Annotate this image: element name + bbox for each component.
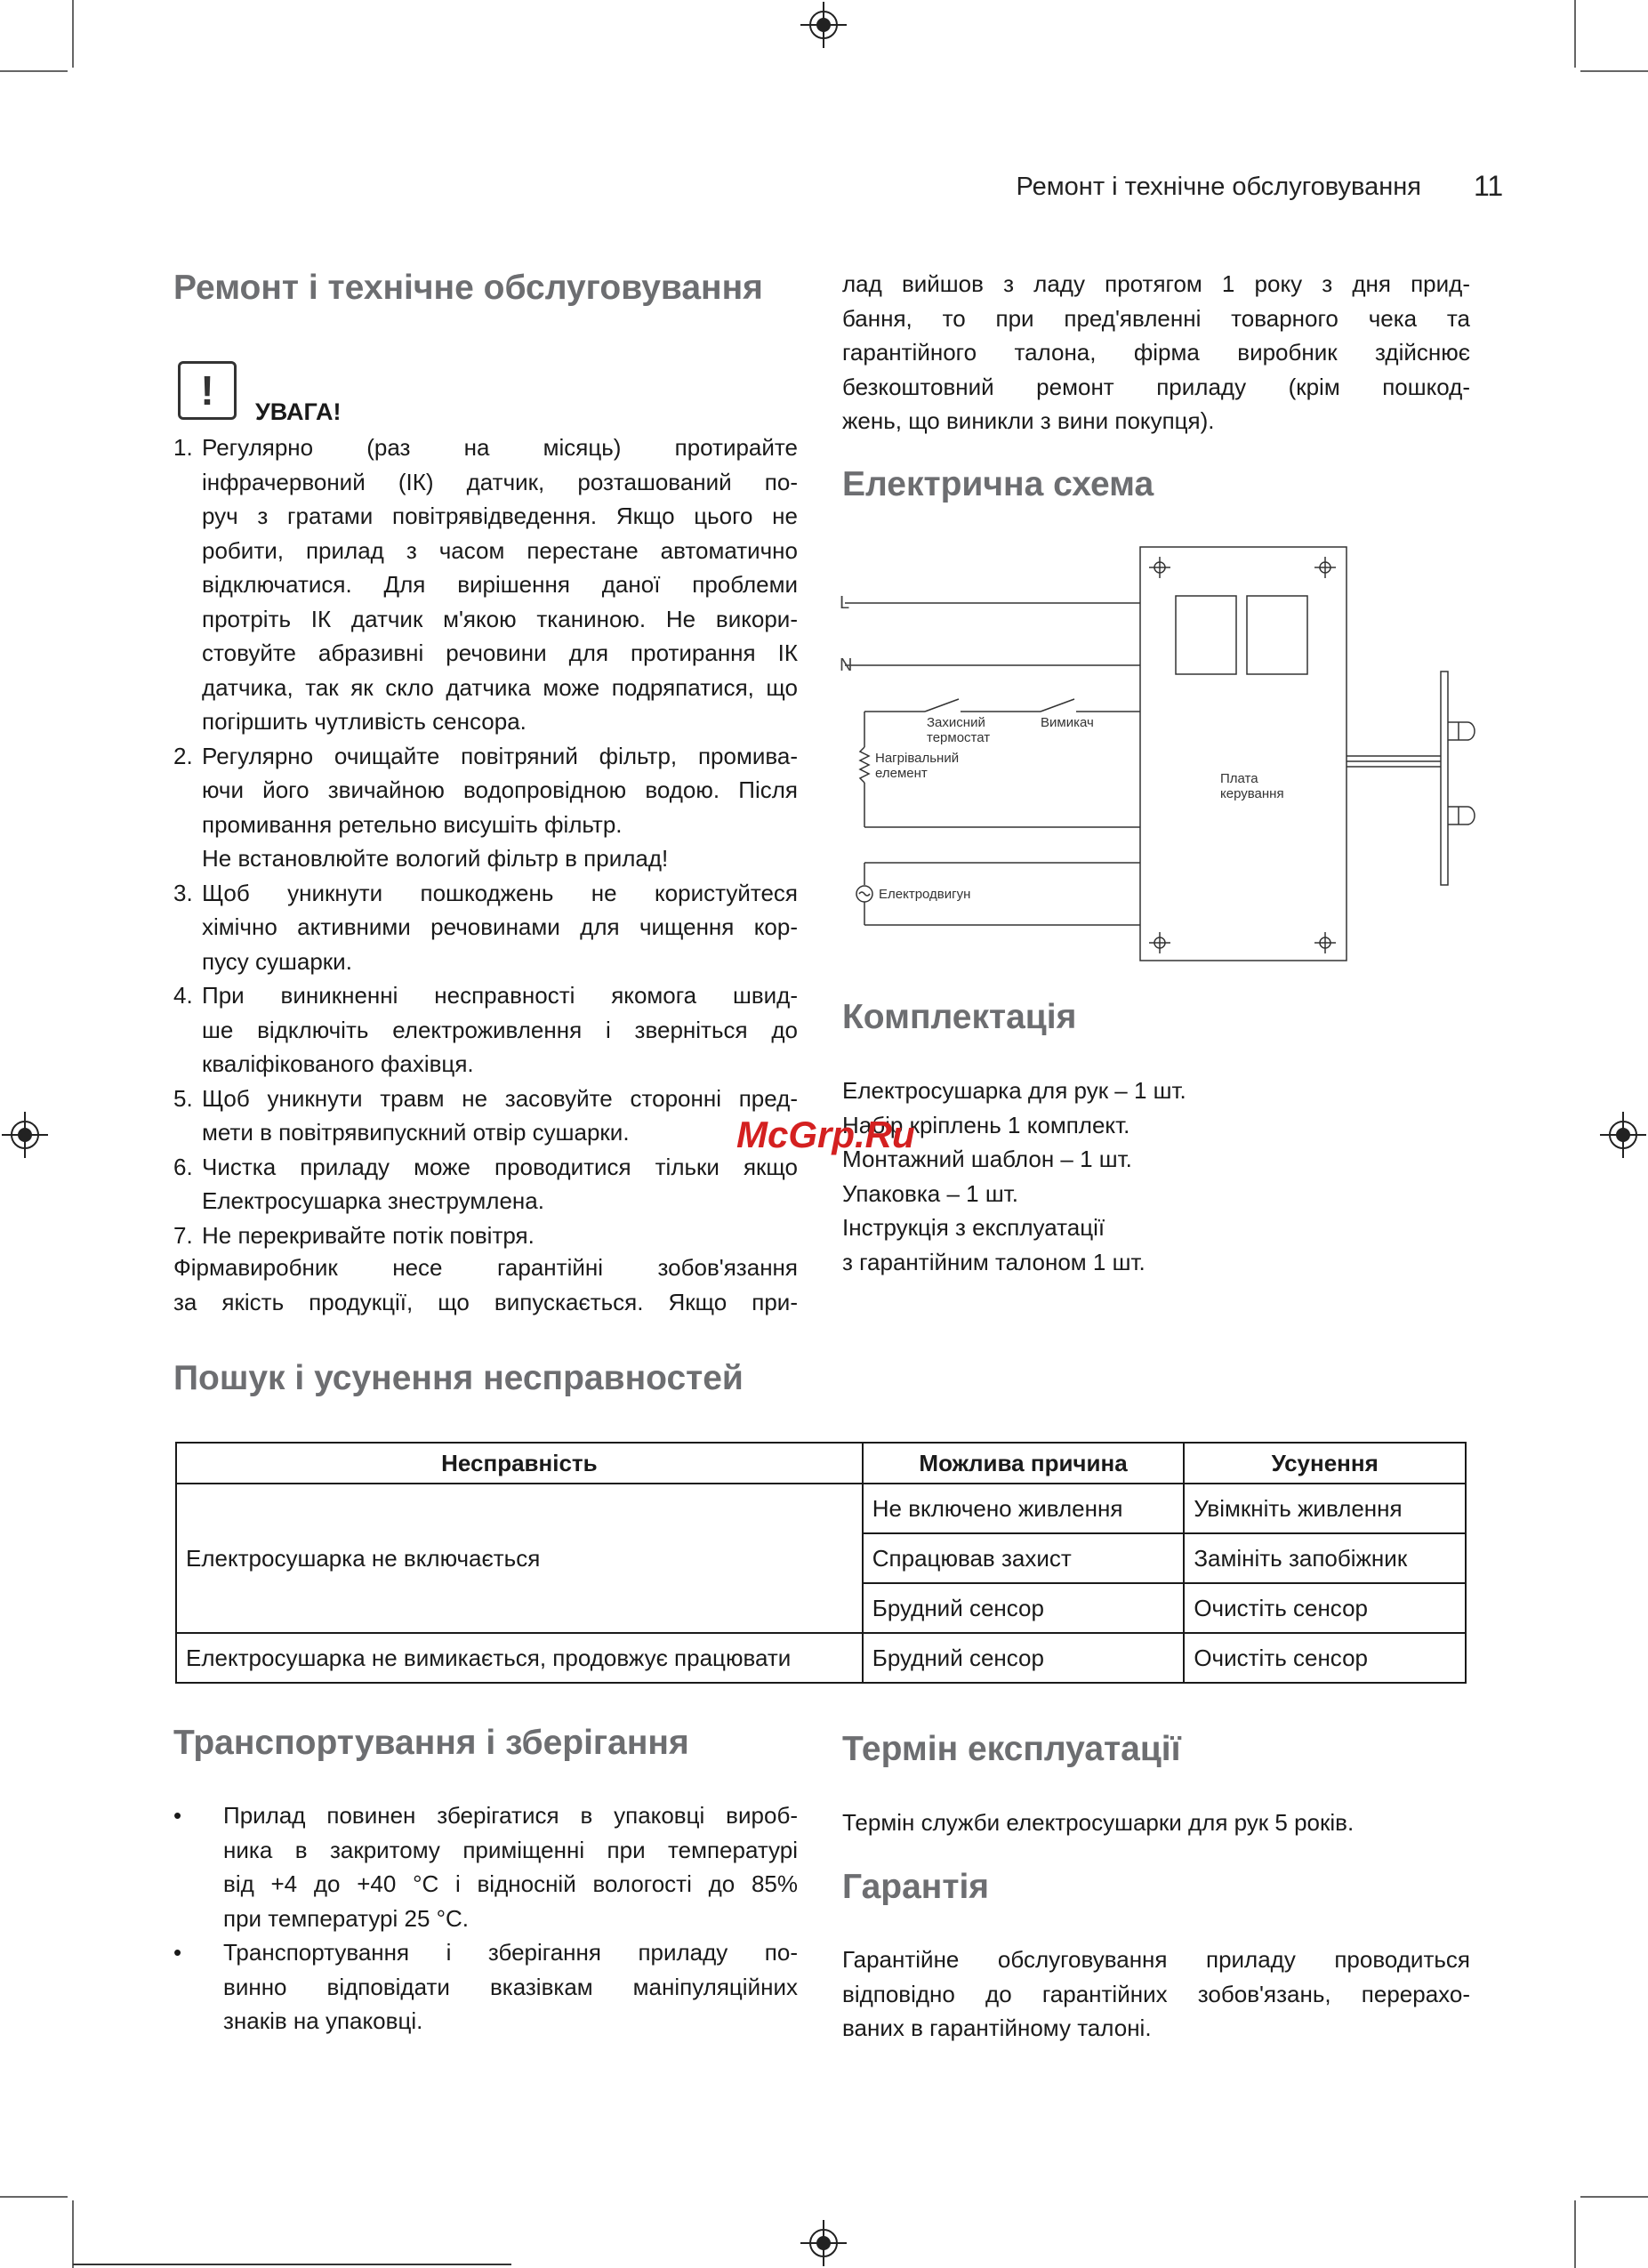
registration-mark-left [2,1112,48,1158]
text-line: ше відключіть електроживлення і зверніться до [202,1016,798,1043]
text-line: мети в повітрявипускний отвір сушарки. [202,1119,630,1146]
table-row [176,1484,1466,1533]
repair-heading: Ремонт і технічне обслуговування [173,269,763,307]
text-line: Не перекривайте потік повітря. [202,1221,535,1249]
list-number: 4. [173,982,193,1009]
text-line: Гарантійне обслуговування приладу проводиться [842,1946,1470,1973]
text-line: бання, то при пред'явленні товарного чека та [842,304,1470,332]
list-number: 2. [173,742,193,769]
table-row [176,1633,1466,1683]
list-number: 5. [173,1084,193,1112]
running-header-title: Ремонт і технічне обслуговування [1016,173,1421,201]
guarantee-text [842,1942,1470,2046]
service-life-heading: Термін експлуатації [842,1730,1181,1768]
bullet-icon: • [173,1939,182,1966]
sensor-led-2 [1448,807,1475,824]
relay-2 [1247,596,1307,674]
text-line: стовуйте абразивні речовини для протирання ІК [202,639,798,666]
text-line: ника в закритому приміщенні при температурі [223,1836,798,1863]
label-N: N [840,655,853,675]
list-item [173,1150,798,1218]
list-item [173,1082,798,1150]
relay-1 [1176,596,1236,674]
switch-contact [1041,699,1074,712]
list-item: Набір кріплень 1 комплект. [842,1111,1130,1138]
protective-thermostat-label: Захисний термостат [927,715,991,745]
transport-heading: Транспортування і зберігання [173,1724,689,1762]
text-line: протріть ІК датчик м'якою тканиною. Не викори- [202,605,798,632]
fix-cell: Увімкніть живлення [1184,1484,1466,1533]
warranty-paragraph [173,1251,798,1319]
text-line: Щоб уникнути травм не засовуйте сторонні пред- [202,1084,798,1112]
schematic-heading: Електрична схема [842,465,1154,503]
text-line: гарантійного талона, фірма виробник здійснює [842,339,1470,366]
heating-element-label: Нагрівальний елемент [875,751,960,781]
guarantee-heading: Гарантія [842,1868,990,1906]
text-line: хімічно активними речовинами для чищення кор- [202,913,798,940]
column-header-fix: Усунення [1184,1443,1466,1484]
text-line: жень, що виникли з вини покупця). [842,407,1215,434]
wiring-diagram [827,534,1485,978]
column-header-fault: Несправність [176,1443,863,1484]
troubleshooting-heading: Пошук і усунення несправностей [173,1359,744,1397]
text-line: Електросушарка знеструмлена. [202,1187,544,1214]
list-item: з гарантійним талоном 1 шт. [842,1248,1146,1275]
list-item: Монтажний шаблон – 1 шт. [842,1146,1132,1172]
fault-cell: Електросушарка не включається [176,1484,863,1633]
text-line: руч з гратами повітрявідведення. Якщо цього не [202,503,798,529]
text-line: за якість продукції, що випускається. Якщо при- [173,1288,798,1315]
list-item [173,430,798,739]
package-heading: Комплектація [842,998,1077,1036]
list-item [173,978,798,1082]
list-item [173,876,798,979]
service-life-text: Термін служби електросушарки для рук 5 років. [842,1809,1355,1836]
list-number: 7. [173,1221,193,1249]
thermostat-contact [925,699,959,712]
heating-element-coil [860,747,869,783]
text-line: відключатися. Для вирішення даної проблеми [202,571,798,598]
text-line: Не встановлюйте вологий фільтр в прилад! [202,845,669,872]
sensor-board [1441,672,1448,885]
text-line: Щоб уникнути пошкоджень не користуйтеся [202,879,798,906]
table-header-row [176,1443,1466,1484]
registration-mark-top [800,2,847,48]
cause-cell: Брудний сенсор [863,1633,1185,1683]
text-line: При виникненні несправності якомога швид- [202,982,798,1009]
sensor-led-1 [1448,722,1475,740]
text-line: пусу сушарки. [202,947,352,975]
list-item [173,1935,798,2039]
text-line: при температурі 25 °С. [223,1904,470,1932]
package-contents-list [842,1074,1465,1279]
cause-cell: Брудний сенсор [863,1583,1185,1633]
text-line: від +4 до +40 °С і відносній вологості до 85% [223,1870,798,1897]
text-line: кваліфікованого фахівця. [202,1050,474,1077]
list-number: 3. [173,879,193,906]
warning-icon: ! [178,361,237,420]
text-line: промивання ретельно висушіть фільтр. [202,810,623,838]
list-item: Упаковка – 1 шт. [842,1179,1018,1207]
text-line: погіршить чутливість сенсора. [202,708,527,735]
switch-label: Вимикач [1041,715,1094,730]
text-line: винно відповідати вказівкам маніпуляційних [223,1973,798,2000]
text-line: Фірмавиробник несе гарантійні зобов'язання [173,1254,798,1281]
warranty-paragraph-continued [842,267,1470,438]
text-line: відповідно до гарантійних зобов'язань, перерахо- [842,1980,1470,2007]
list-item [173,1218,798,1253]
text-line: знаків на упаковці. [223,2007,423,2034]
text-line: Прилад повинен зберігатися в упаковці вироб- [223,1802,798,1829]
registration-mark-bottom [800,2220,847,2266]
watermark: McGrp.Ru [736,1114,915,1155]
list-number: 6. [173,1153,193,1180]
text-line: датчика, так як скло датчика може подряпатися, що [202,673,798,701]
list-number: 1. [173,434,193,461]
text-line: лад вийшов з ладу протягом 1 року з дня прид- [842,270,1470,297]
fix-cell: Очистіть сенсор [1184,1583,1466,1633]
cause-cell: Не включено живлення [863,1484,1185,1533]
text-line: Регулярно (раз на місяць) протирайте [202,434,798,461]
fault-cell: Електросушарка не вимикається, продовжує працювати [176,1633,863,1683]
text-line: Транспортування і зберігання приладу по- [223,1939,798,1966]
text-line: робити, прилад з часом перестане автоматично [202,536,798,564]
warning-label: УВАГА! [255,398,342,425]
text-line: ваних в гарантійному талоні. [842,2015,1152,2041]
text-line: Регулярно очищайте повітряний фільтр, промива- [202,742,798,769]
registration-mark-right [1600,1112,1646,1158]
bullet-icon: • [173,1802,182,1829]
fix-cell: Очистіть сенсор [1184,1633,1466,1683]
transport-list [173,1798,798,2039]
text-line: безкоштовний ремонт приладу (крім пошкод- [842,373,1470,400]
text-line: ючи його звичайною водопровідною водою. Після [202,776,798,803]
control-board-label: Плата керування [1220,771,1284,801]
column-header-cause: Можлива причина [863,1443,1185,1484]
list-item: Електросушарка для рук – 1 шт. [842,1077,1186,1104]
troubleshooting-table [175,1442,1467,1684]
motor-label: Електродвигун [879,887,971,902]
label-L: L [840,593,850,613]
control-board-outline [1140,547,1347,961]
list-item [173,1798,798,1935]
list-item [173,739,798,876]
fix-cell: Замініть запобіжник [1184,1533,1466,1583]
text-line: інфрачервоний (ІК) датчик, розташований по- [202,468,798,495]
text-line: Чистка приладу може проводитися тільки якщо [202,1153,798,1180]
cause-cell: Спрацював захист [863,1533,1185,1583]
repair-instructions-list [173,430,798,1252]
page-number: 11 [1474,170,1504,202]
list-item: Інструкція з експлуатації [842,1214,1105,1241]
